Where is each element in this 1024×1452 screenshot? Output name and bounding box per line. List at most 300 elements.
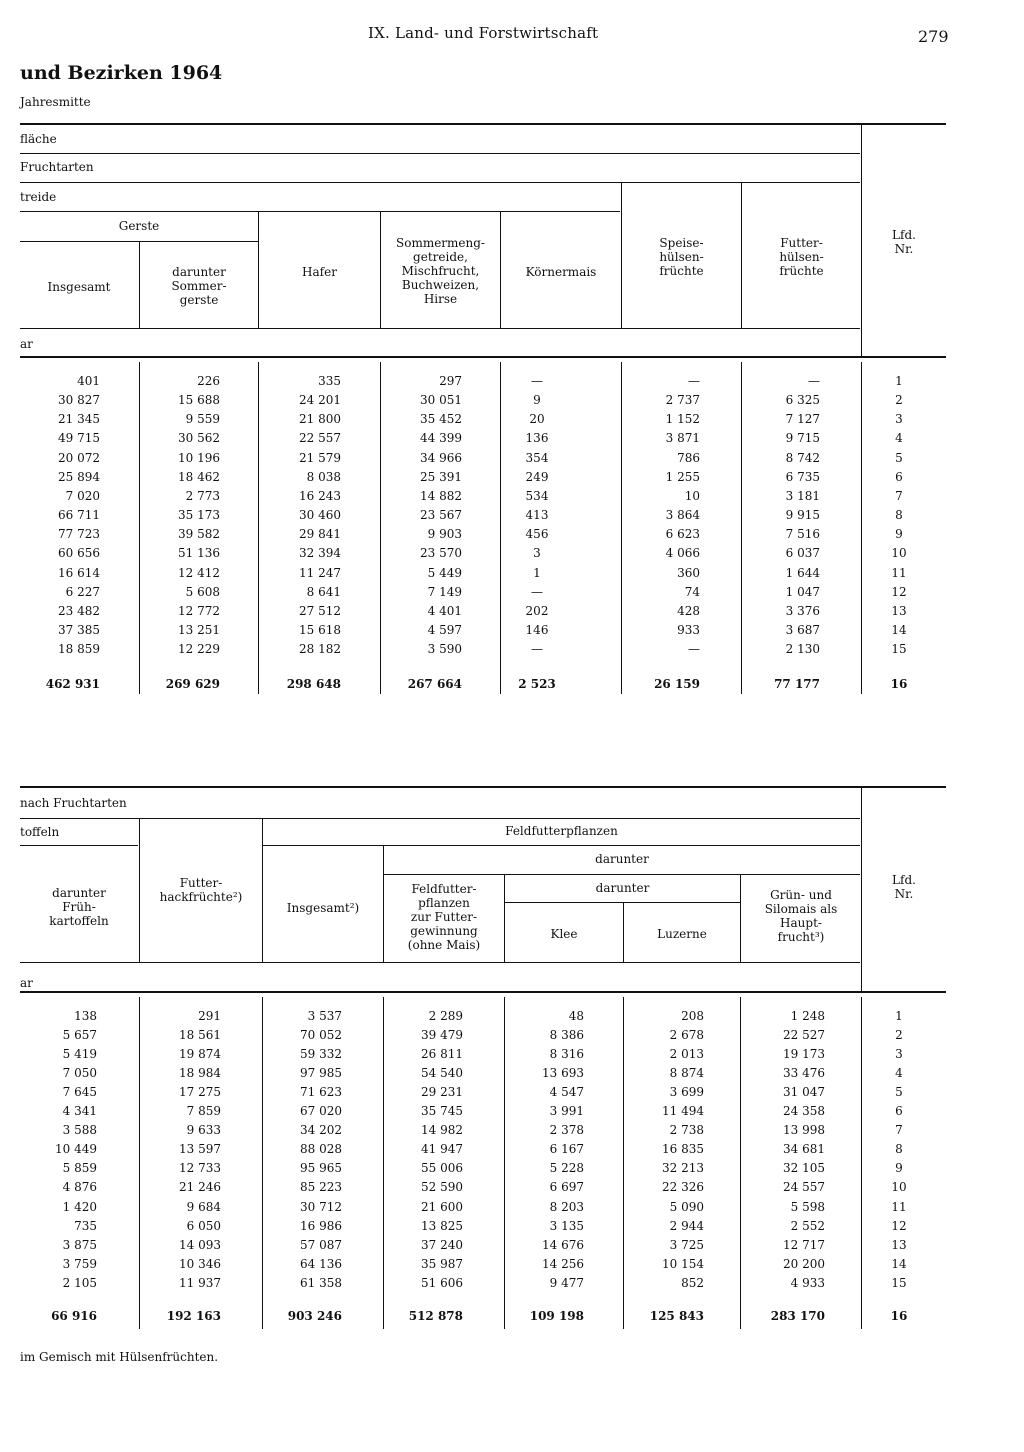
table-cell: 11: [891, 565, 907, 580]
total-cell: 109 198: [529, 1309, 584, 1323]
total-cell: 26 159: [654, 677, 700, 691]
table-cell: 852: [681, 1275, 704, 1290]
col-header-row-no-2: Lfd. Nr.: [892, 873, 916, 901]
table-cell: 20 072: [58, 450, 100, 465]
table-cell: 85 223: [300, 1180, 342, 1195]
table-cell: 4: [895, 1066, 903, 1081]
table-cell: 6 167: [549, 1142, 584, 1157]
table-cell: 24 358: [783, 1104, 825, 1119]
table-cell: 401: [77, 374, 100, 388]
table-cell: 67 020: [300, 1104, 342, 1119]
total-cell: 66 916: [51, 1309, 97, 1323]
table-cell: 32 213: [662, 1161, 704, 1176]
table-cell: 428: [677, 603, 700, 618]
col-header-total-fodder: Insgesamt²): [286, 901, 360, 915]
table-cell: 3 759: [62, 1256, 97, 1271]
table-cell: 1: [533, 565, 541, 580]
table-cell: 2: [895, 393, 903, 408]
total-cell: 298 648: [286, 677, 341, 691]
col-header-food-pulses: Speise- hülsen- früchte: [659, 236, 704, 278]
table-cell: 15: [891, 642, 907, 657]
table-cell: 16 835: [662, 1142, 704, 1157]
table-cell: 41 947: [421, 1142, 463, 1157]
group-crops-label: Fruchtarten: [20, 160, 94, 174]
table-cell: 2 678: [669, 1028, 704, 1043]
table-cell: 32 105: [783, 1161, 825, 1176]
table-cell: 11 247: [299, 565, 341, 580]
rule: [20, 153, 860, 154]
rule: [20, 818, 860, 819]
table-cell: 30 562: [178, 431, 220, 446]
table-cell: 7 149: [427, 584, 462, 599]
table-cell: 5 090: [669, 1199, 704, 1214]
table-cell: 28 182: [299, 642, 341, 657]
table-cell: 249: [525, 469, 549, 484]
table-cell: 8 386: [549, 1028, 584, 1043]
table-cell: 23 482: [58, 603, 100, 618]
group-grain-label: treide: [20, 190, 57, 204]
table-cell: 14: [891, 1256, 907, 1271]
table-cell: 5 449: [427, 565, 462, 580]
table-cell: 54 540: [421, 1066, 463, 1081]
table-cell: 15 688: [178, 393, 220, 408]
table-cell: —: [808, 374, 820, 388]
table-cell: 7 859: [186, 1104, 221, 1119]
table-cell: 70 052: [300, 1028, 342, 1043]
table-cell: 22 527: [783, 1028, 825, 1043]
table-cell: 30 051: [420, 393, 462, 408]
table-cell: 13 597: [179, 1142, 221, 1157]
table-cell: 1 420: [62, 1199, 97, 1214]
page-subtitle: und Bezirken 1964: [20, 62, 223, 84]
table-cell: 22 557: [299, 431, 341, 446]
rule: [262, 845, 860, 846]
table-cell: 786: [677, 450, 700, 465]
table-cell: 30 712: [300, 1199, 342, 1214]
table-cell: 34 202: [300, 1123, 342, 1138]
table-cell: 29 841: [299, 527, 341, 542]
group-potatoes-label: toffeln: [20, 825, 60, 839]
table-cell: 35 745: [421, 1104, 463, 1119]
table-cell: 9 684: [186, 1199, 221, 1214]
table-cell: 5 419: [62, 1047, 97, 1062]
table-cell: 5: [895, 450, 903, 465]
table-cell: 8: [895, 508, 903, 523]
table-cell: 6: [895, 1104, 903, 1119]
table-cell: 3 135: [549, 1218, 584, 1233]
table-cell: 9: [895, 1161, 903, 1176]
table-cell: 2 552: [790, 1218, 825, 1233]
table-cell: 208: [681, 1009, 704, 1023]
table-cell: 15 618: [299, 622, 341, 637]
col-header-silage-maize: Grün- und Silomais als Haupt- frucht³): [764, 888, 838, 944]
table-cell: 21 579: [299, 450, 341, 465]
total-cell: 16: [890, 1309, 908, 1323]
table-cell: 14 982: [421, 1123, 463, 1138]
unit-label: ar: [20, 337, 33, 351]
unit-label-2: ar: [20, 976, 33, 990]
table-cell: 5 598: [790, 1199, 825, 1214]
table-cell: 3: [895, 412, 903, 427]
table-cell: 66 711: [58, 508, 100, 523]
table-cell: 77 723: [58, 527, 100, 542]
table-cell: 735: [74, 1218, 97, 1233]
table-cell: 35 452: [420, 412, 462, 427]
rule: [20, 991, 946, 993]
table-cell: 12: [891, 584, 907, 599]
table-cell: 24 557: [783, 1180, 825, 1195]
table-cell: 3 687: [785, 622, 820, 637]
table-cell: 21 246: [179, 1180, 221, 1195]
table-cell: 35 173: [178, 508, 220, 523]
table-cell: 4 401: [427, 603, 462, 618]
table-cell: 4 933: [790, 1275, 825, 1290]
table-cell: 12 412: [178, 565, 220, 580]
table-cell: 291: [198, 1009, 221, 1023]
table-cell: 13 251: [178, 622, 220, 637]
table-cell: 16 243: [299, 488, 341, 503]
table-cell: 2 289: [428, 1009, 463, 1023]
table-cell: 49 715: [58, 431, 100, 446]
total-cell: 462 931: [45, 677, 100, 691]
table-cell: 5 608: [185, 584, 220, 599]
table-cell: 25 391: [420, 469, 462, 484]
table-cell: 413: [525, 508, 549, 523]
table-cell: 5 859: [62, 1161, 97, 1176]
table-cell: 335: [318, 374, 341, 388]
table-cell: 3 590: [427, 642, 462, 657]
table-cell: 2 105: [62, 1275, 97, 1290]
table-cell: 51 606: [421, 1275, 463, 1290]
table-cell: 8 316: [549, 1047, 584, 1062]
table-cell: 138: [74, 1009, 97, 1023]
table-cell: 55 006: [421, 1161, 463, 1176]
table-cell: 18 984: [179, 1066, 221, 1081]
table-cell: 25 894: [58, 469, 100, 484]
table-cell: 226: [197, 374, 220, 388]
group-among-label-2: darunter: [595, 881, 650, 895]
table-cell: 31 047: [783, 1085, 825, 1100]
table-cell: 146: [525, 622, 549, 637]
table-cell: 5: [895, 1085, 903, 1100]
rule: [20, 786, 946, 788]
rule: [20, 123, 946, 125]
table-cell: 14 882: [420, 488, 462, 503]
col-header-oats: Hafer: [302, 265, 337, 279]
table-cell: 12 772: [178, 603, 220, 618]
rule: [20, 211, 620, 212]
table-cell: 39 479: [421, 1028, 463, 1043]
table-cell: 14 093: [179, 1237, 221, 1252]
table-cell: 30 827: [58, 393, 100, 408]
col-header-field-fodder: Feldfutter- pflanzen zur Futter- gewinnung (ohne Mais): [407, 882, 481, 952]
table-cell: 29 231: [421, 1085, 463, 1100]
table-cell: 9 715: [785, 431, 820, 446]
period-label: Jahresmitte: [20, 95, 91, 109]
table-cell: 21 600: [421, 1199, 463, 1214]
table-cell: 354: [525, 450, 549, 465]
table-cell: 6: [895, 469, 903, 484]
table-cell: 360: [677, 565, 700, 580]
group-among-label: darunter: [595, 852, 649, 866]
table-cell: 8 742: [785, 450, 820, 465]
table-cell: 60 656: [58, 546, 100, 561]
table-cell: 13: [891, 1237, 907, 1252]
table-cell: 7 020: [65, 488, 100, 503]
table-cell: 14 256: [542, 1256, 584, 1271]
col-header-fodder-pulses: Futter- hülsen- früchte: [779, 236, 824, 278]
table-cell: 37 385: [58, 622, 100, 637]
table-cell: 1 248: [790, 1009, 825, 1023]
col-header-summer-barley: darunter Sommer- gerste: [171, 265, 227, 307]
table-cell: 2 944: [669, 1218, 704, 1233]
table-cell: 1 255: [665, 469, 700, 484]
footnote: im Gemisch mit Hülsenfrüchten.: [20, 1350, 219, 1364]
table-cell: 20: [529, 412, 545, 427]
group-area-label: fläche: [20, 132, 57, 146]
table-cell: 19 173: [783, 1047, 825, 1062]
table-cell: 23 570: [420, 546, 462, 561]
table-cell: 10 449: [55, 1142, 97, 1157]
table-cell: 9 903: [427, 527, 462, 542]
table-cell: 3 588: [62, 1123, 97, 1138]
table-cell: 51 136: [178, 546, 220, 561]
table-cell: 2 773: [185, 488, 220, 503]
table-cell: 3 376: [785, 603, 820, 618]
table-cell: 39 582: [178, 527, 220, 542]
table-cell: 12: [891, 1218, 907, 1233]
table-cell: 13 825: [421, 1218, 463, 1233]
table-cell: 23 567: [420, 508, 462, 523]
table-cell: 4 066: [665, 546, 700, 561]
table-cell: 9 633: [186, 1123, 221, 1138]
table-cell: 1: [895, 374, 903, 388]
table-cell: 10 196: [178, 450, 220, 465]
table-cell: —: [688, 642, 700, 657]
table-cell: —: [688, 374, 700, 388]
total-cell: 125 843: [649, 1309, 704, 1323]
table-cell: 9: [533, 393, 541, 408]
table-cell: 20 200: [783, 1256, 825, 1271]
total-cell: 512 878: [408, 1309, 463, 1323]
table-cell: 26 811: [421, 1047, 463, 1062]
table-cell: 21 345: [58, 412, 100, 427]
table-cell: 12 717: [783, 1237, 825, 1252]
table-cell: 534: [525, 488, 549, 503]
table-cell: 21 800: [299, 412, 341, 427]
table-cell: 9 559: [185, 412, 220, 427]
table-cell: 8 641: [306, 584, 341, 599]
table-cell: 14 676: [542, 1237, 584, 1252]
table-cell: 88 028: [300, 1142, 342, 1157]
rule: [20, 182, 860, 183]
total-cell: 192 163: [166, 1309, 221, 1323]
table-cell: 48: [568, 1009, 584, 1023]
table-cell: 13 998: [783, 1123, 825, 1138]
table-cell: —: [531, 374, 543, 388]
col-header-lucerne: Luzerne: [657, 927, 707, 941]
table-cell: 34 681: [783, 1142, 825, 1157]
table-cell: 13 693: [542, 1066, 584, 1081]
table-cell: 3 864: [665, 508, 700, 523]
rule: [383, 874, 860, 875]
rule: [20, 962, 860, 963]
table-cell: 3: [895, 1047, 903, 1062]
table-cell: 8: [895, 1142, 903, 1157]
chapter-title: IX. Land- und Forstwirtschaft: [368, 24, 599, 42]
table-cell: 22 326: [662, 1180, 704, 1195]
table-cell: 33 476: [783, 1066, 825, 1081]
table-cell: 6 050: [186, 1218, 221, 1233]
table-cell: 3 725: [669, 1237, 704, 1252]
table-cell: 3: [533, 546, 541, 561]
table-cell: 10: [891, 1180, 907, 1195]
col-header-mixed-grain: Sommermeng- getreide, Mischfrucht, Buchweizen, Hirse: [396, 236, 485, 306]
table-cell: 15: [891, 1275, 907, 1290]
table-cell: 6 227: [65, 584, 100, 599]
table-cell: 34 966: [420, 450, 462, 465]
table-cell: 3 875: [62, 1237, 97, 1252]
table-cell: 6 623: [665, 527, 700, 542]
table-cell: 136: [525, 431, 549, 446]
table-cell: 7: [895, 488, 903, 503]
table-cell: 9 477: [549, 1275, 584, 1290]
table-cell: 3 871: [665, 431, 700, 446]
table-cell: 2: [895, 1028, 903, 1043]
group-fodder-label: Feldfutterpflanzen: [505, 824, 618, 838]
table-cell: 297: [439, 374, 462, 388]
table-cell: 71 623: [300, 1085, 342, 1100]
total-cell: 267 664: [407, 677, 462, 691]
rule: [262, 818, 263, 962]
table-cell: 30 460: [299, 508, 341, 523]
table-cell: 2 738: [669, 1123, 704, 1138]
table-cell: 6 735: [785, 469, 820, 484]
table-cell: —: [531, 642, 543, 657]
total-cell: 283 170: [770, 1309, 825, 1323]
table-cell: 5 228: [549, 1161, 584, 1176]
table-cell: 12 229: [178, 642, 220, 657]
total-cell: 903 246: [287, 1309, 342, 1323]
table-cell: 2 130: [785, 642, 820, 657]
rule: [20, 356, 946, 358]
table-cell: 9 915: [785, 508, 820, 523]
table-cell: 1 644: [785, 565, 820, 580]
table-cell: —: [531, 584, 543, 599]
table-cell: 6 697: [549, 1180, 584, 1195]
total-cell: 77 177: [774, 677, 820, 691]
table-cell: 37 240: [421, 1237, 463, 1252]
table-cell: 7 050: [62, 1066, 97, 1081]
table-cell: 18 859: [58, 642, 100, 657]
table-cell: 1: [895, 1009, 903, 1023]
table-cell: 14: [891, 622, 907, 637]
total-cell: 269 629: [165, 677, 220, 691]
table-cell: 10: [684, 488, 700, 503]
table-cell: 19 874: [179, 1047, 221, 1062]
table-cell: 64 136: [300, 1256, 342, 1271]
table-cell: 5 657: [62, 1028, 97, 1043]
table-cell: 3 991: [549, 1104, 584, 1119]
table-cell: 74: [684, 584, 700, 599]
table-cell: 7 516: [785, 527, 820, 542]
table-cell: 6 037: [785, 546, 820, 561]
table-cell: 9: [895, 527, 903, 542]
col-header-grain-maize: Körnermais: [525, 265, 597, 279]
table-cell: 3 699: [669, 1085, 704, 1100]
table-cell: 4 341: [62, 1104, 97, 1119]
table-cell: 18 561: [179, 1028, 221, 1043]
table-cell: 3 537: [307, 1009, 342, 1023]
table-cell: 8 203: [549, 1199, 584, 1214]
table-cell: 2 378: [549, 1123, 584, 1138]
table-cell: 10 154: [662, 1256, 704, 1271]
table-cell: 8 874: [669, 1066, 704, 1081]
table-cell: 1 047: [785, 584, 820, 599]
table-cell: 4: [895, 431, 903, 446]
table-cell: 13: [891, 603, 907, 618]
table-cell: 7: [895, 1123, 903, 1138]
col-header-clover: Klee: [550, 927, 578, 941]
table-cell: 61 358: [300, 1275, 342, 1290]
table-cell: 12 733: [179, 1161, 221, 1176]
total-cell: 2 523: [518, 677, 556, 691]
table-cell: 2 013: [669, 1047, 704, 1062]
total-cell: 16: [890, 677, 908, 691]
table-cell: 16 614: [58, 565, 100, 580]
table-cell: 3 181: [785, 488, 820, 503]
table-cell: 52 590: [421, 1180, 463, 1195]
table-cell: 32 394: [299, 546, 341, 561]
page-number: 279: [918, 27, 949, 46]
table-cell: 456: [525, 527, 549, 542]
table-cell: 57 087: [300, 1237, 342, 1252]
table-cell: 4 876: [62, 1180, 97, 1195]
table-cell: 8 038: [306, 469, 341, 484]
table-cell: 11 494: [662, 1104, 704, 1119]
table-cell: 10 346: [179, 1256, 221, 1271]
col-header-row-no: Lfd. Nr.: [892, 228, 916, 256]
group-barley-label: Gerste: [118, 219, 160, 233]
table-cell: 1 152: [665, 412, 700, 427]
table-cell: 35 987: [421, 1256, 463, 1271]
col-header-early-potatoes: darunter Früh- kartoffeln: [49, 886, 109, 928]
table-cell: 11 937: [179, 1275, 221, 1290]
table-cell: 97 985: [300, 1066, 342, 1081]
table-cell: 59 332: [300, 1047, 342, 1062]
table-cell: 17 275: [179, 1085, 221, 1100]
table-cell: 7 127: [785, 412, 820, 427]
table-cell: 933: [677, 622, 700, 637]
table-cell: 24 201: [299, 393, 341, 408]
table-cell: 202: [525, 603, 549, 618]
group-crops-label-2: nach Fruchtarten: [20, 796, 127, 810]
table-cell: 6 325: [785, 393, 820, 408]
table-cell: 95 965: [300, 1161, 342, 1176]
table-cell: 4 547: [549, 1085, 584, 1100]
col-header-total: Insgesamt: [47, 280, 111, 294]
table-cell: 18 462: [178, 469, 220, 484]
table-cell: 16 986: [300, 1218, 342, 1233]
table-cell: 44 399: [420, 431, 462, 446]
rule: [20, 845, 138, 846]
table-cell: 7 645: [62, 1085, 97, 1100]
table-cell: 10: [891, 546, 907, 561]
col-header-fodder-roots: Futter- hackfrüchte²): [159, 876, 243, 904]
table-cell: 4 597: [427, 622, 462, 637]
table-cell: 27 512: [299, 603, 341, 618]
table-cell: 2 737: [665, 393, 700, 408]
